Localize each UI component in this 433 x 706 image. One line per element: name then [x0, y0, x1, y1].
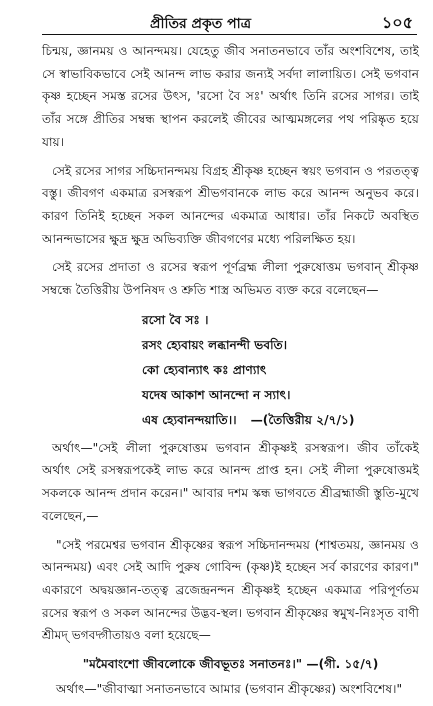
- gita-verse-text: "মমৈবাংশো জীবলোকে জীবভূতঃ সনাতনঃ।": [82, 657, 303, 672]
- paragraph-2: সেই রসের সাগর সচ্চিদানন্দময় বিগ্রহ শ্রীকৃষ্ণ হচ্ছেন স্বয়ং ভগবান ও পরতত্ত্ব বস্তু। জীবগণ একমাত্র রসস্বরূপ শ্রীভগবানকে লাভ করে আনন্দ অনুভব করে। কারণ তিনিই হচ্ছেন সকল আনন্দের একমাত্র আধার। তাঁর নিকটে অবস্থিত আনন্দভাসের ক্ষুদ্র ক্ষুদ্র অভিব্যক্তি জীবগণের মধ্যে পরিলক্ষিত হয়।: [42, 163, 419, 246]
- paragraph-6: অর্থাৎ—"জীবাত্মা সনাতনভাবে আমার (ভগবান শ্রীকৃষ্ণের) অংশবিশেষ।": [56, 681, 403, 696]
- verse-line-4: যদেষ আকাশ আনন্দো ন স্যাৎ।: [142, 387, 291, 402]
- gita-verse: [42, 653, 419, 676]
- verse-line-5-text: এষ হ্যেবানন্দয়াতি।।: [142, 412, 237, 427]
- paragraph-5: "সেই পরমেশ্বর ভগবান শ্রীকৃষ্ণের স্বরূপ সচ্চিদানন্দময় (শাশ্বতময়, জ্ঞানময় ও আনন্দময়) এবং সেই আদি পুরুষ গোবিন্দ (কৃষ্ণ)ই হচ্ছেন সর্ব কারণের কারণ।" একারণে অদ্বয়জ্ঞান-তত্ত্ব ব্রজেন্দ্রনন্দন শ্রীকৃষ্ণই হচ্ছেন একমাত্র পরিপূর্ণতম রসের স্বরূপ ও সকল আনন্দের উদ্ভব-স্থল। ভগবান শ্রীকৃষ্ণের স্বমুখ-নিঃসৃত বাণী শ্রীমদ্ ভগবদ্গীতায়ও বলা হয়েছে—: [42, 537, 419, 643]
- taittiriya-verse: [142, 308, 419, 433]
- paragraph-3: সেই রসের প্রদাতা ও রসের স্বরূপ পূর্ণব্রহ্ম লীলা পুরুষোত্তম ভগবান্ শ্রীকৃষ্ণ সম্বন্ধে তৈত্তিরীয় উপনিষদ ও শ্রুতি শাস্ত্র অভিমত ব্যক্ত করে বলেছেন—: [42, 260, 419, 298]
- header-rule: [42, 34, 417, 35]
- gita-verse-citation: —(গী. ১৫/৭): [306, 657, 379, 672]
- page-body: [42, 40, 419, 706]
- verse-line-1: রসো বৈ সঃ ।: [142, 312, 209, 327]
- verse-line-2: রসং হ্যেবায়ং লব্ধানন্দী ভবতি।: [142, 337, 288, 352]
- running-head: [0, 8, 433, 32]
- paragraph-1: চিন্ময়, জ্ঞানময় ও আনন্দময়। যেহেতু জীব সনাতনভাবে তাঁর অংশবিশেষ, তাই সে স্বাভাবিকভাবে সেই আনন্দ লাভ করার জন্যই সর্বদা লালায়িত। সেই ভগবান কৃষ্ণ হচ্ছেন সমস্ত রসের উৎস, 'রসো বৈ সঃ' অর্থাৎ তিনি রসের সাগর। তাই তাঁর সঙ্গে প্রীতির সম্বন্ধ স্থাপন করলেই জীবের আত্মমঙ্গলের পথ পরিষ্কৃত হয়ে যায়।: [42, 44, 419, 149]
- chapter-title: প্রীতির প্রকৃত পাত্র: [150, 16, 252, 32]
- page-number: ১০৫: [381, 13, 413, 32]
- verse-line-3: কো হ্যেবান্যাৎ কঃ প্রাণ্যাৎ: [142, 362, 267, 377]
- verse-line-5: [142, 408, 419, 433]
- verse-citation: —(তৈত্তিরীয় ২/৭/১): [250, 412, 355, 427]
- paragraph-4: অর্থাৎ—"সেই লীলা পুরুষোত্তম ভগবান শ্রীকৃষ্ণই রসস্বরূপ। জীব তাঁকেই অর্থাৎ সেই রসস্বরূপকেই লাভ করে আনন্দ প্রাপ্ত হন। সেই লীলা পুরুষোত্তমই সকলকে আনন্দ প্রদান করেন।" আবার দশম স্কন্ধ ভাগবতে শ্রীব্রহ্মাজী স্তুতি-মুখে বলেছেন,—: [42, 440, 419, 523]
